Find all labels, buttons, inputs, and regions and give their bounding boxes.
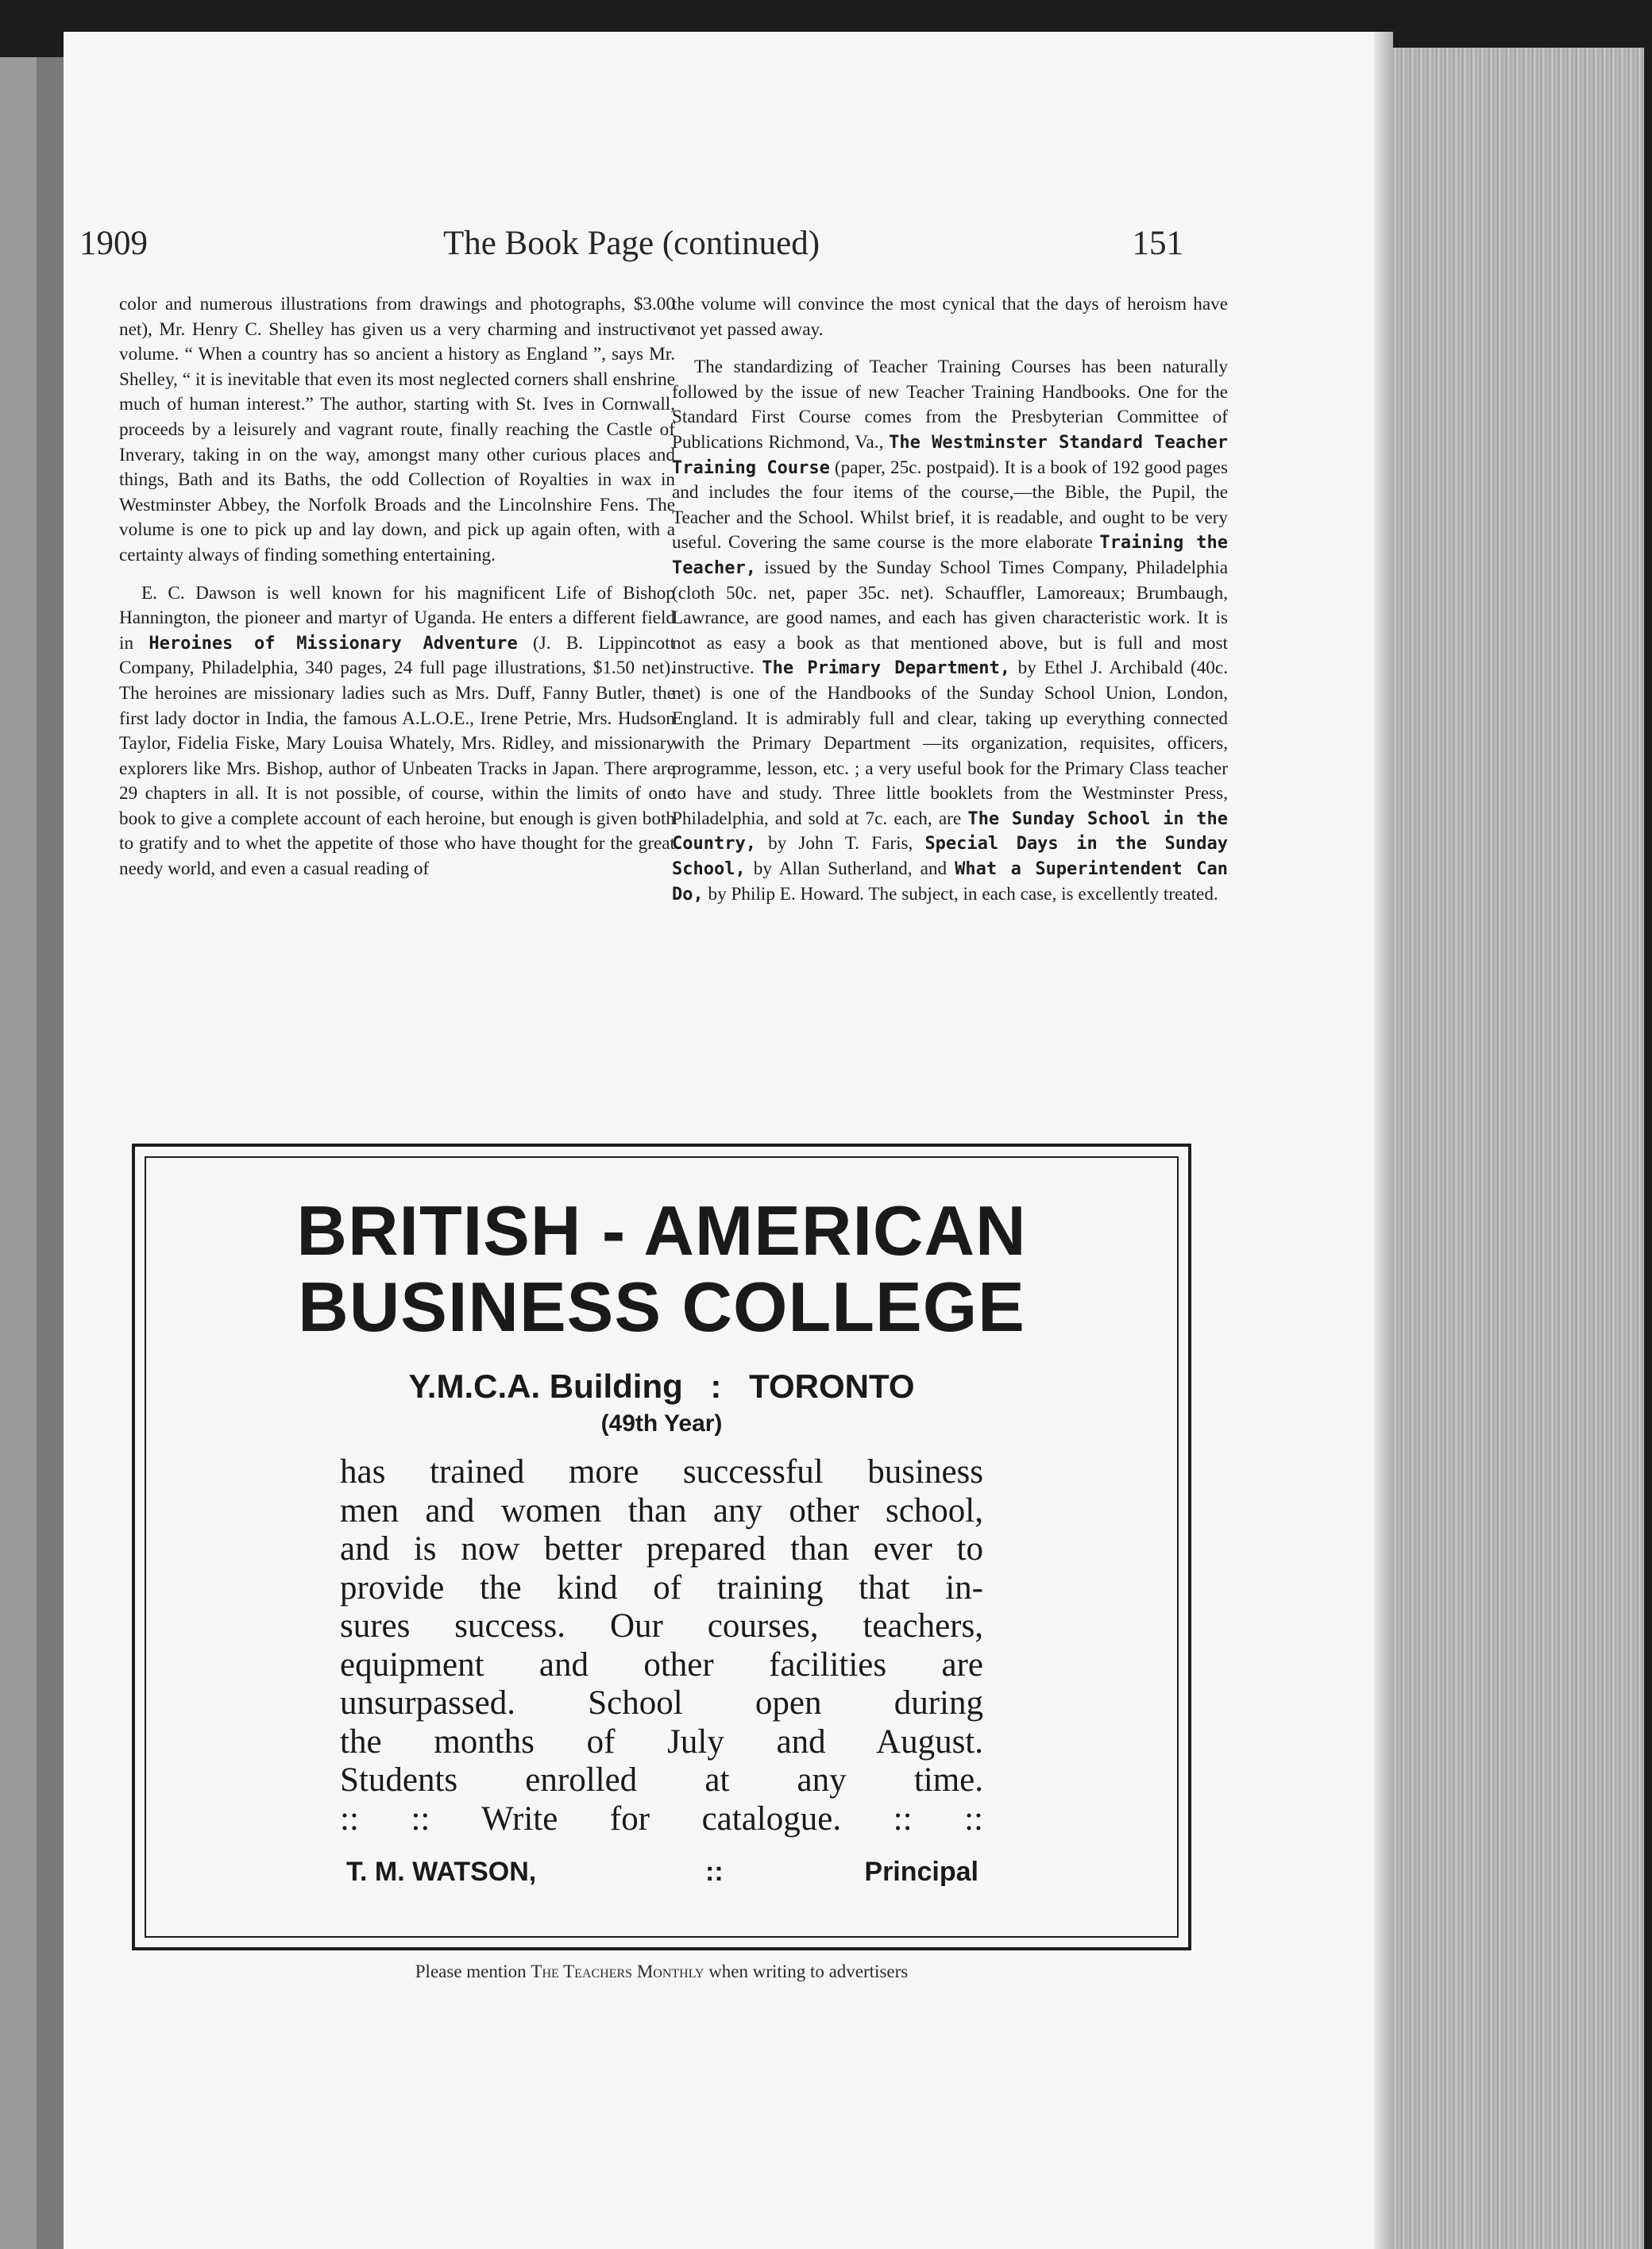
book-title: The Primary Department, xyxy=(762,658,1010,679)
ad-body-line: men and women than any other school, xyxy=(340,1491,983,1530)
book-title: The Sunday School in the Country, xyxy=(672,808,1228,854)
book-title: Special Days in the Sunday School, xyxy=(672,834,1229,880)
running-head xyxy=(79,224,1183,272)
ad-body-text xyxy=(340,1453,983,1838)
book-title: The Westminster Standard Teacher Training Course xyxy=(672,432,1229,478)
book-title: Training the Teacher, xyxy=(672,533,1228,578)
ad-location: Y.M.C.A. Building : TORONTO xyxy=(408,1368,915,1405)
book-title: Heroines of Missionary Adventure xyxy=(149,633,518,654)
ad-body-line: and is now better prepared than ever to xyxy=(340,1530,983,1568)
publication-name: The Teachers Monthly xyxy=(531,1962,704,1981)
header-year: 1909 xyxy=(79,225,148,262)
left-paragraph-2: E. C. Dawson is well known for his magnificent Life of Bishop Hannington, the pioneer and martyr of Uganda. He enters a different field in Heroines of Missionary Adventure (J. B. Lippincott Company, Philadelphia, 340 pages, 24 full page illustrations, $1.50 net). The heroines are missionary ladies such as Mrs. Duff, Fanny Butler, the first lady doctor in India, the famous A.L.O.E., Irene Petrie, Mrs. Hudson Taylor, Fidelia Fiske, Mary Louisa Whately, Mrs. Ridley, and missionary explorers like Mrs. Bishop, author of Unbeaten Tracks in Japan. There are 29 chapters in all. It is not possible, of course, within the limits of one book to give a complete account of each heroine, but enough is given both to gratify and to whet the appetite of those who have thought for the great needy world, and even a casual reading of xyxy=(119,582,676,880)
ad-signatory-title: Principal xyxy=(864,1857,978,1887)
ad-body-line: has trained more successful business xyxy=(340,1453,983,1491)
header-title: The Book Page (continued) xyxy=(442,225,820,262)
right-paragraph-1: the volume will convince the most cynical that the days of heroism have not yet passed away. xyxy=(672,294,1228,340)
ad-signatory-name: T. M. WATSON, xyxy=(346,1857,537,1887)
ad-body-line: Students enrolled at any time. xyxy=(340,1761,983,1799)
ad-body-line: sures success. Our courses, teachers, xyxy=(340,1607,983,1645)
right-paragraph-2: The standardizing of Teacher Training Courses has been naturally followed by the issue of new Teacher Training Handbooks. One for the Standard First Course comes from the Presbyterian Committee of Publications Richmond, Va., The Westminster Standard Teacher Training Course (paper, 25c. postpaid). It is a book of 192 good pages and includes the four items of the course,—the Bible, the Pupil, the Teacher and the School. Whilst brief, it is readable, and ought to be very useful. Covering the same course is the more elaborate Training the Teacher, issued by the Sunday School Times Company, Philadelphia (cloth 50c. net, paper 35c. net). Schauffler, Lamoreaux; Brumbaugh, Lawrance, are good names, and each has given characteristic work. It is not as easy a book as that mentioned above, but is full and most instructive. The Primary Department, by Ethel J. Archibald (40c. net) is one of the Handbooks of the Sunday School Union, London, England. It is admirably full and clear, taking up everything connected with the Primary Department —its organization, requisites, officers, programme, lesson, etc. ; a very useful book for the Primary Class teacher to have and study. Three little booklets from the Westminster Press, Philadelphia, and sold at 7c. each, are The Sunday School in the Country, by John T. Faris, Special Days in the Sunday School, by Allan Sutherland, and What a Superintendent Can Do, by Philip E. Howard. The subject, in each case, is excellently treated. xyxy=(672,357,1229,905)
binding-gutter xyxy=(37,57,64,2249)
ad-headline-line-2: BUSINESS COLLEGE xyxy=(298,1267,1025,1346)
right-column xyxy=(672,292,1228,907)
ad-body-line: equipment and other facilities are xyxy=(340,1645,983,1684)
footer-notice: Please mention The Teachers Monthly when writing to advertisers xyxy=(415,1962,909,1981)
ad-body-line: unsurpassed. School open during xyxy=(340,1684,983,1722)
ad-body-line: provide the kind of training that in- xyxy=(340,1568,983,1607)
page-stack-edge xyxy=(1382,48,1644,2249)
left-column xyxy=(119,292,675,882)
page-number: 151 xyxy=(1132,225,1183,262)
ad-signature-separator: :: xyxy=(705,1857,724,1887)
ad-body-line: :: :: Write for catalogue. :: :: xyxy=(340,1800,983,1838)
ad-signature xyxy=(346,1857,978,1896)
book-title: What a Superintendent Can Do, xyxy=(672,859,1228,905)
left-paragraph-1: color and numerous illustrations from drawings and photographs, $3.00 net), Mr. Henry C. Shelley has given us a very charming and instructive volume. “ When a country has so ancient a history as England ”, says Mr. Shelley, “ it is inevitable that even its most neglected corners shall enshrine much of human interest.” The author, starting with St. Ives in Cornwall, proceeds by a leisurely and vagrant route, finally reaching the Castle of Inverary, taking in on the way, amongst many other curious places and things, Bath and its Baths, the odd Collection of Royalties in wax in Westminster Abbey, the Norfolk Broads and the Lincolnshire Fens. The volume is one to pick up and lay down, and pick up again often, with a certainty always of finding something entertaining. xyxy=(119,294,675,565)
ad-year-note: (49th Year) xyxy=(600,1410,723,1437)
ad-headline-line-1: BRITISH - AMERICAN xyxy=(296,1191,1027,1270)
page-fold-shadow xyxy=(1374,32,1393,2249)
ad-body-line: the months of July and August. xyxy=(340,1722,983,1761)
